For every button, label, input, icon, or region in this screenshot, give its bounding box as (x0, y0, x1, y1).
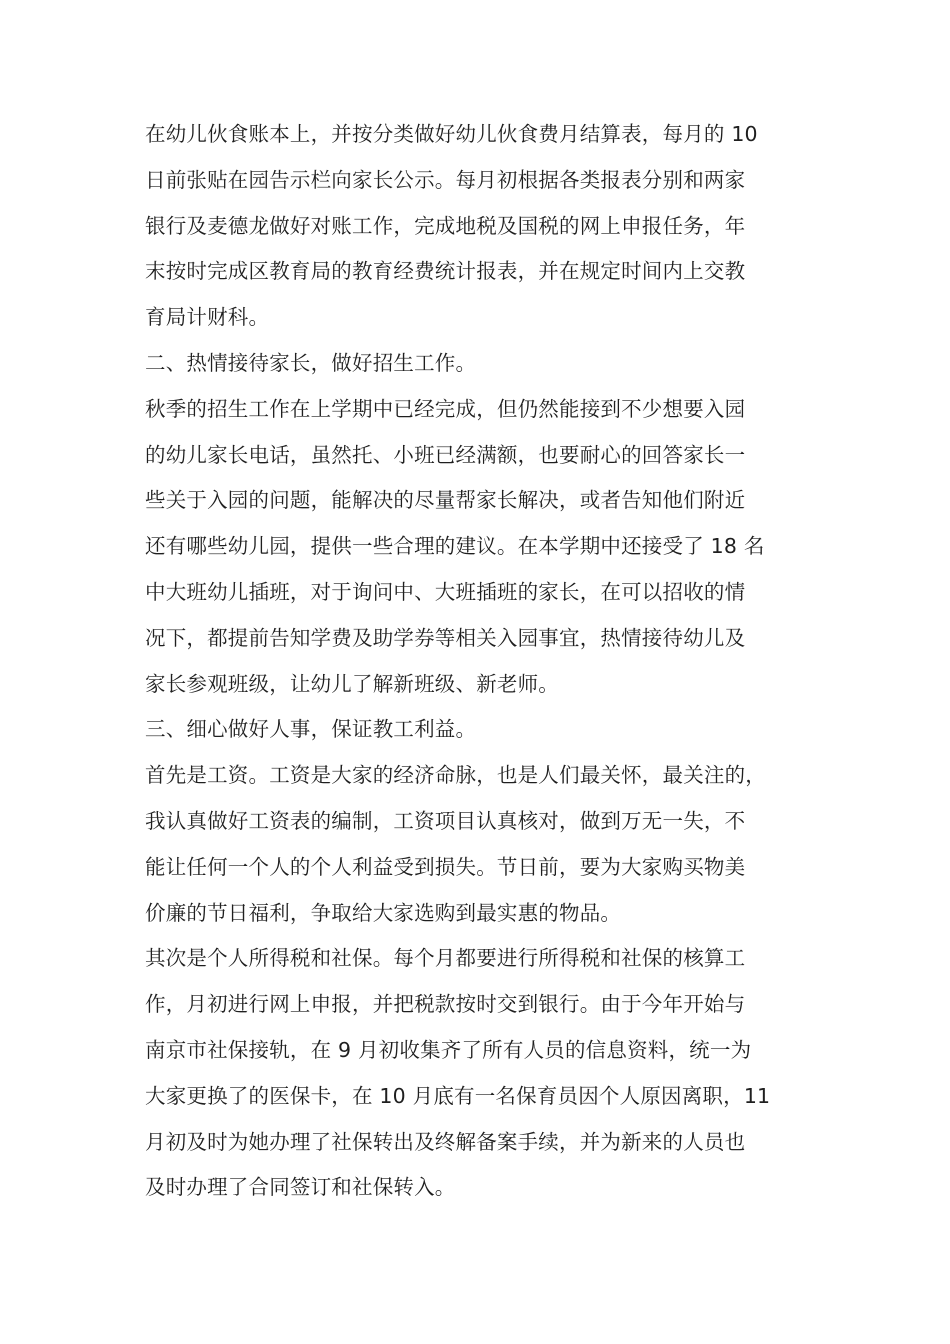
text-line: 价廉的节日福利，争取给大家选购到最实惠的物品。 (145, 900, 622, 925)
text-line: 还有哪些幼儿园，提供一些合理的建议。在本学期中还接受了 18 名 (145, 534, 765, 559)
text-line: 家长参观班级，让幼儿了解新班级、新老师。 (145, 671, 559, 696)
text-line: 及时办理了合同签订和社保转入。 (145, 1175, 456, 1200)
text-line: 二、热情接待家长，做好招生工作。 (145, 350, 477, 375)
text-line: 些关于入园的问题，能解决的尽量帮家长解决，或者告知他们附近 (145, 488, 746, 513)
paragraph-salary (145, 753, 813, 936)
text-line: 日前张贴在园告示栏向家长公示。每月初根据各类报表分别和两家 (145, 167, 746, 192)
section-heading-enrollment (145, 341, 813, 387)
text-line: 大家更换了的医保卡，在 10 月底有一名保育员因个人原因离职，11 (145, 1083, 771, 1108)
text-line: 银行及麦德龙做好对账工作，完成地税及国税的网上申报任务，年 (145, 213, 746, 238)
text-line: 育局计财科。 (145, 305, 270, 330)
text-line: 的幼儿家长电话，虽然托、小班已经满额，也要耐心的回答家长一 (145, 442, 746, 467)
text-line: 作，月初进行网上申报，并把税款按时交到银行。由于今年开始与 (145, 992, 746, 1017)
text-line: 中大班幼儿插班，对于询问中、大班插班的家长，在可以招收的情 (145, 579, 746, 604)
section-heading-personnel (145, 707, 813, 753)
paragraph-tax-social-security (145, 936, 813, 1211)
text-line: 在幼儿伙食账本上，并按分类做好幼儿伙食费月结算表，每月的 10 (145, 122, 758, 146)
paragraph-bookkeeping (145, 112, 813, 341)
text-line: 南京市社保接轨，在 9 月初收集齐了所有人员的信息资料，统一为 (145, 1037, 752, 1062)
text-line: 我认真做好工资表的编制，工资项目认真核对，做到万无一失，不 (145, 808, 746, 833)
text-line: 末按时完成区教育局的教育经费统计报表，并在规定时间内上交教 (145, 259, 746, 284)
text-line: 其次是个人所得税和社保。每个月都要进行所得税和社保的核算工 (145, 946, 746, 971)
text-line: 月初及时为她办理了社保转出及终解备案手续，并为新来的人员也 (145, 1129, 746, 1154)
text-line: 秋季的招生工作在上学期中已经完成，但仍然能接到不少想要入园 (145, 396, 746, 421)
text-line: 况下，都提前告知学费及助学券等相关入园事宜，热情接待幼儿及 (145, 625, 746, 650)
text-line: 首先是工资。工资是大家的经济命脉，也是人们最关怀，最关注的， (145, 763, 766, 788)
paragraph-enrollment (145, 387, 813, 708)
text-line: 能让任何一个人的个人利益受到损失。节日前，要为大家购买物美 (145, 854, 746, 879)
text-line: 三、细心做好人事，保证教工利益。 (145, 717, 477, 742)
document-page (145, 112, 813, 1211)
